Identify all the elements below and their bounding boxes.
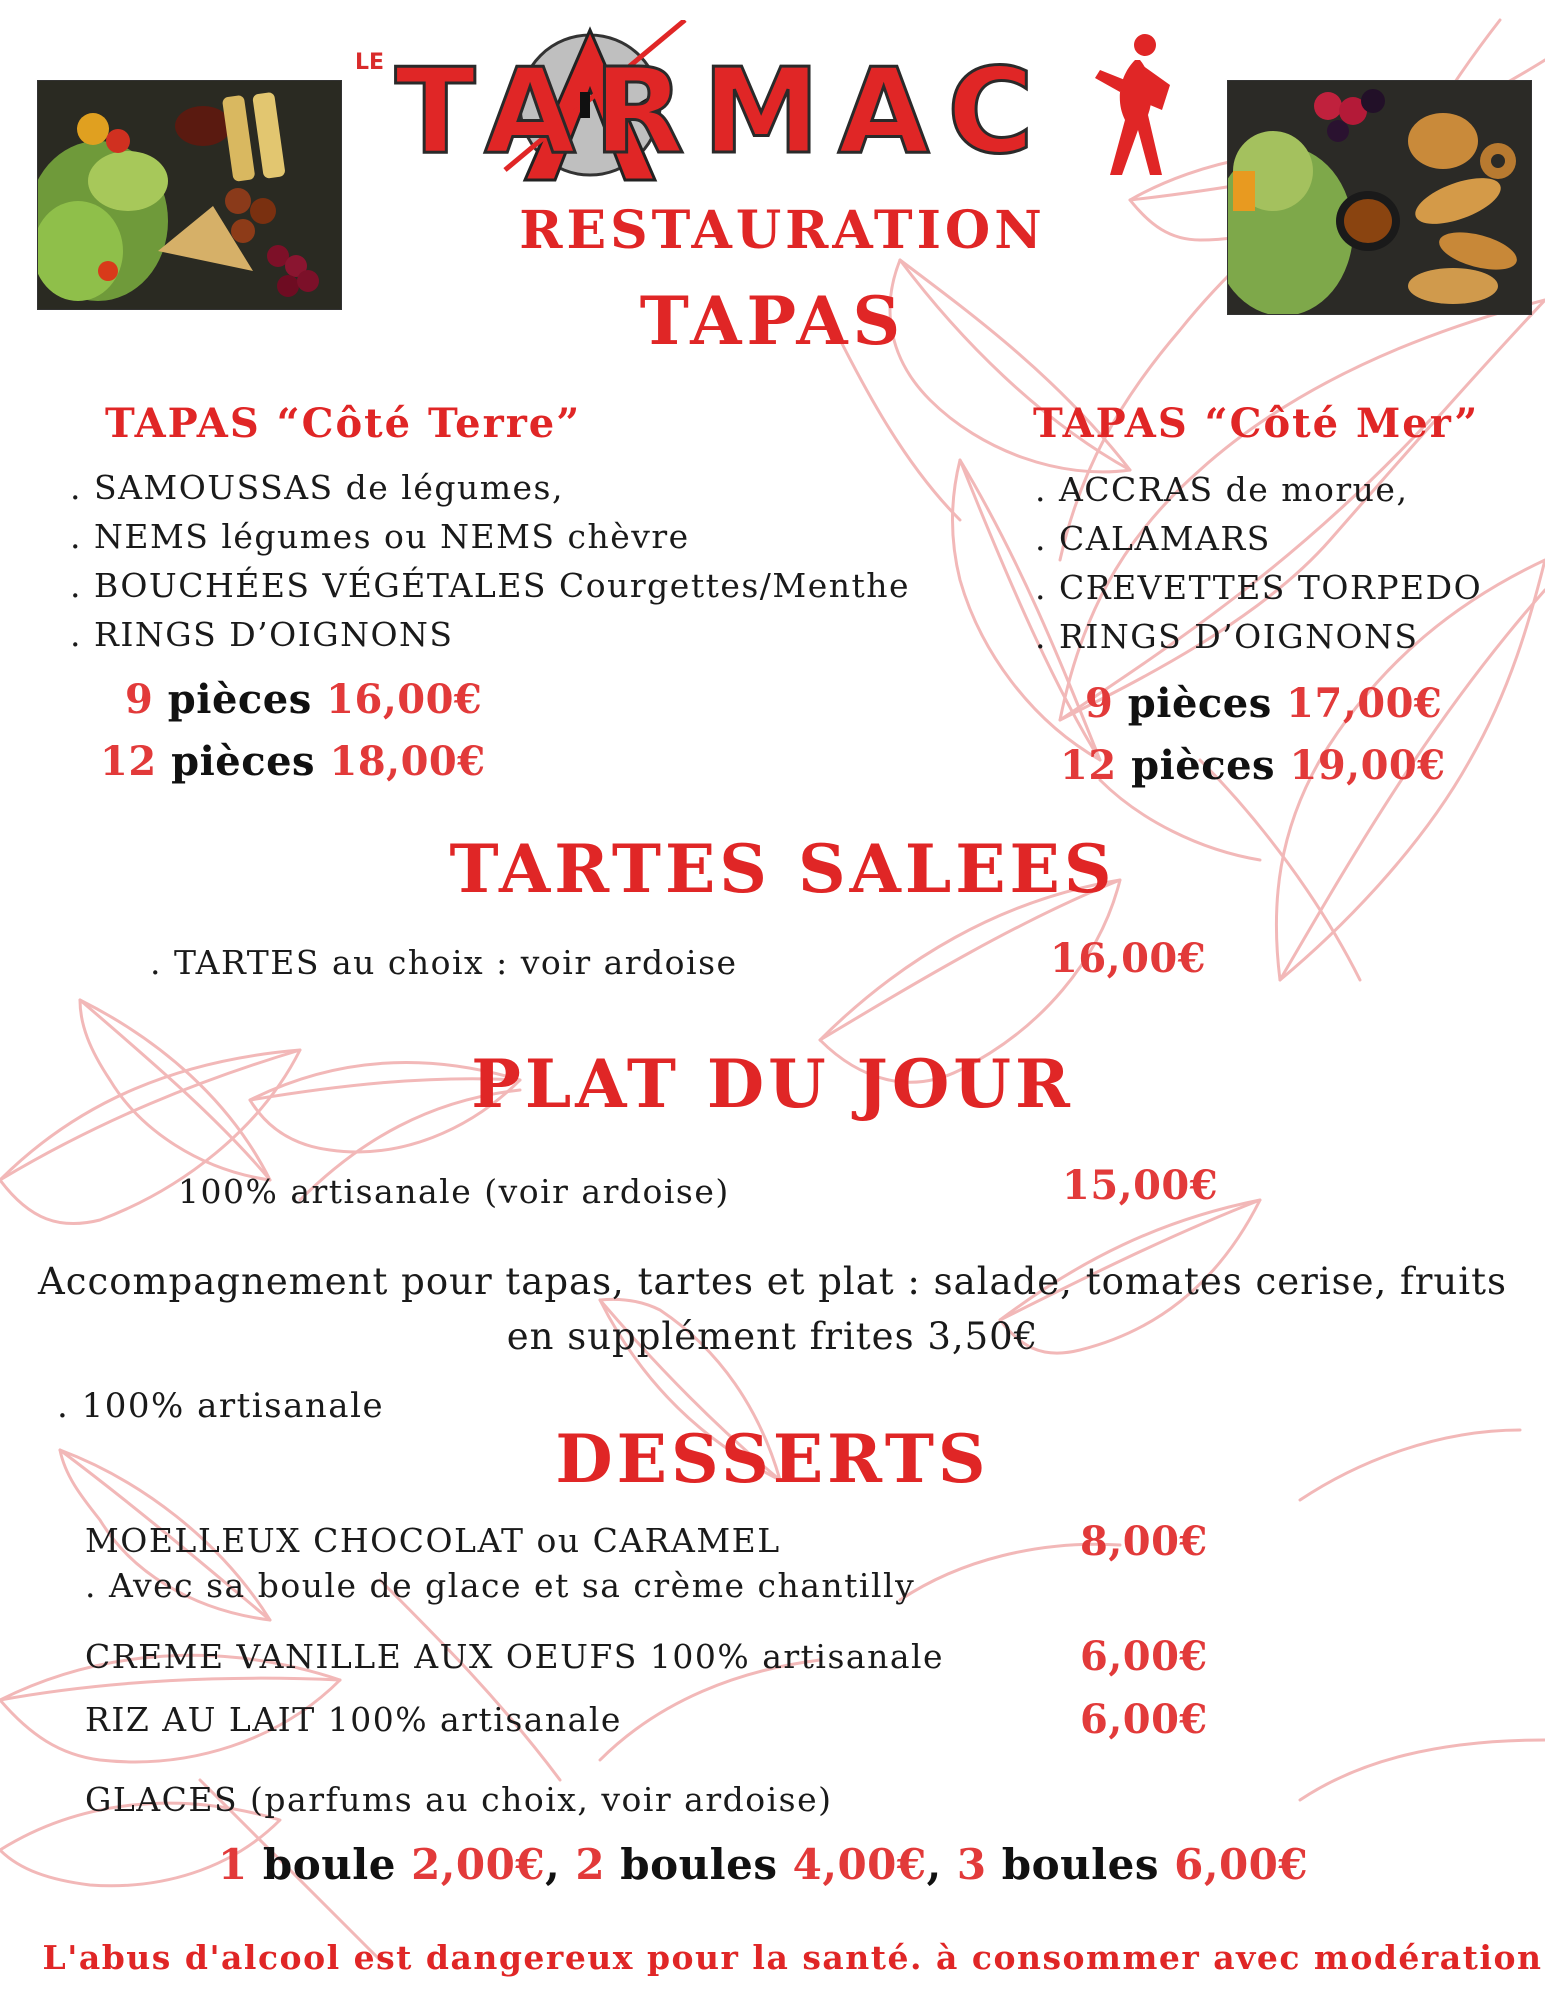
dessert-moelleux-desc: . Avec sa boule de glace et sa crème chantilly <box>85 1566 916 1605</box>
tapas-mer-photo <box>1227 80 1532 315</box>
section-subtitle: RESTAURATION <box>519 200 1046 261</box>
artisanal-note: . 100% artisanale <box>57 1386 385 1426</box>
extra-fries-line: en supplément frites 3,50€ <box>506 1315 1039 1358</box>
tapas-mer-title: TAPAS “Côté Mer” <box>1033 400 1480 447</box>
plat-price: 15,00€ <box>1062 1162 1219 1209</box>
dessert-riz: RIZ AU LAIT 100% artisanale <box>85 1700 622 1739</box>
food-plate-image <box>1228 81 1531 314</box>
list-item: . CREVETTES TORPEDO <box>1035 568 1483 607</box>
dessert-riz-price: 6,00€ <box>1080 1696 1208 1743</box>
logo-prefix: LE <box>355 50 385 75</box>
dessert-creme: CREME VANILLE AUX OEUFS 100% artisanale <box>85 1637 945 1676</box>
glaces-price-line: 1 boule 2,00€, 2 boules 4,00€, 3 boules 6,00€ <box>218 1840 1309 1889</box>
dessert-moelleux-price: 8,00€ <box>1080 1518 1208 1565</box>
list-item: . ACCRAS de morue, <box>1035 470 1409 509</box>
tapas-terre-title: TAPAS “Côté Terre” <box>105 400 582 447</box>
section-title-plat: PLAT DU JOUR <box>471 1045 1074 1123</box>
list-item: . RINGS D’OIGNONS <box>1035 617 1419 656</box>
tapas-terre-photo <box>37 80 342 310</box>
price-line: 9 pièces 17,00€ <box>1085 680 1443 727</box>
plat-item: 100% artisanale (voir ardoise) <box>178 1172 730 1211</box>
food-plate-image <box>38 81 341 309</box>
saxophone-player-icon <box>1090 30 1175 180</box>
dessert-glaces: GLACES (parfums au choix, voir ardoise) <box>85 1780 833 1819</box>
tartes-price: 16,00€ <box>1050 935 1207 982</box>
list-item: . NEMS légumes ou NEMS chèvre <box>70 517 690 556</box>
price-line: 9 pièces 16,00€ <box>125 676 483 723</box>
price-line: 12 pièces 19,00€ <box>1060 742 1446 789</box>
list-item: . SAMOUSSAS de légumes, <box>70 468 564 507</box>
section-title-tartes: TARTES SALEES <box>449 830 1116 908</box>
dessert-moelleux: MOELLEUX CHOCOLAT ou CARAMEL <box>85 1521 781 1560</box>
tartes-item: . TARTES au choix : voir ardoise <box>150 943 738 982</box>
section-title-desserts: DESSERTS <box>555 1420 990 1498</box>
section-title-tapas: TAPAS <box>639 282 906 360</box>
list-item: . BOUCHÉES VÉGÉTALES Courgettes/Menthe <box>70 566 911 605</box>
alcohol-warning: L'abus d'alcool est dangereux pour la santé. à consommer avec modération <box>42 1938 1543 1977</box>
logo-name: TARMAC <box>395 42 1052 180</box>
list-item: . RINGS D’OIGNONS <box>70 615 454 654</box>
logo <box>355 20 1175 190</box>
dessert-creme-price: 6,00€ <box>1080 1633 1208 1680</box>
list-item: . CALAMARS <box>1035 519 1271 558</box>
accompaniment-line: Accompagnement pour tapas, tartes et plat : salade, tomates cerise, fruits <box>38 1260 1507 1303</box>
price-line: 12 pièces 18,00€ <box>100 738 486 785</box>
